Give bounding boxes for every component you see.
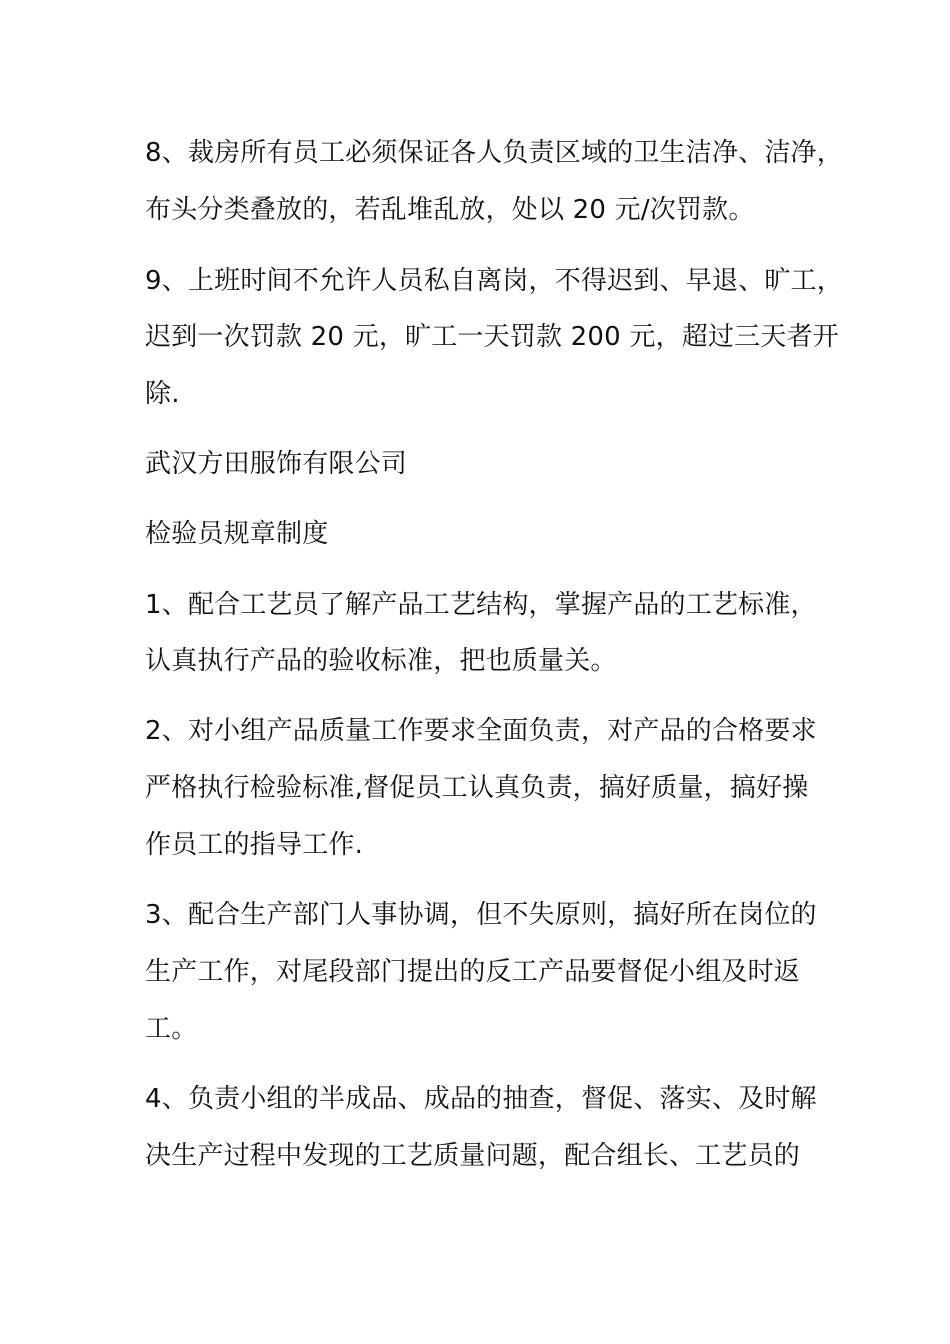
text-line: 8、裁房所有员工必须保证各人负责区域的卫生洁净、洁净， bbox=[145, 138, 843, 168]
text-line: 认真执行产品的验收标准，把也质量关。 bbox=[145, 646, 617, 676]
text-line: 布头分类叠放的，若乱堆乱放，处以 20 元/次罚款。 bbox=[145, 195, 755, 225]
text-line: 工。 bbox=[145, 1014, 198, 1044]
section-title: 检验员规章制度 bbox=[145, 519, 329, 549]
text-line: 1、配合工艺员了解产品工艺结构，掌握产品的工艺标准， bbox=[145, 590, 817, 620]
text-line: 生产工作，对尾段部门提出的反工产品要督促小组及时返 bbox=[145, 957, 801, 987]
text-line: 2、对小组产品质量工作要求全面负责，对产品的合格要求 bbox=[145, 716, 817, 746]
text-line: 3、配合生产部门人事协调，但不失原则，搞好所在岗位的 bbox=[145, 900, 817, 930]
text-line: 迟到一次罚款 20 元，旷工一天罚款 200 元，超过三天者开 bbox=[145, 322, 839, 352]
text-line: 严格执行检验标准,督促员工认真负责，搞好质量，搞好操 bbox=[145, 773, 809, 803]
text-line: 作员工的指导工作. bbox=[145, 830, 364, 860]
text-line: 决生产过程中发现的工艺质量问题，配合组长、工艺员的 bbox=[145, 1141, 801, 1171]
text-line: 除. bbox=[145, 379, 180, 409]
text-line: 4、负责小组的半成品、成品的抽查，督促、落实、及时解 bbox=[145, 1084, 817, 1114]
text-line: 9、上班时间不允许人员私自离岗，不得迟到、早退、旷工， bbox=[145, 266, 843, 296]
company-name: 武汉方田服饰有限公司 bbox=[145, 449, 408, 479]
